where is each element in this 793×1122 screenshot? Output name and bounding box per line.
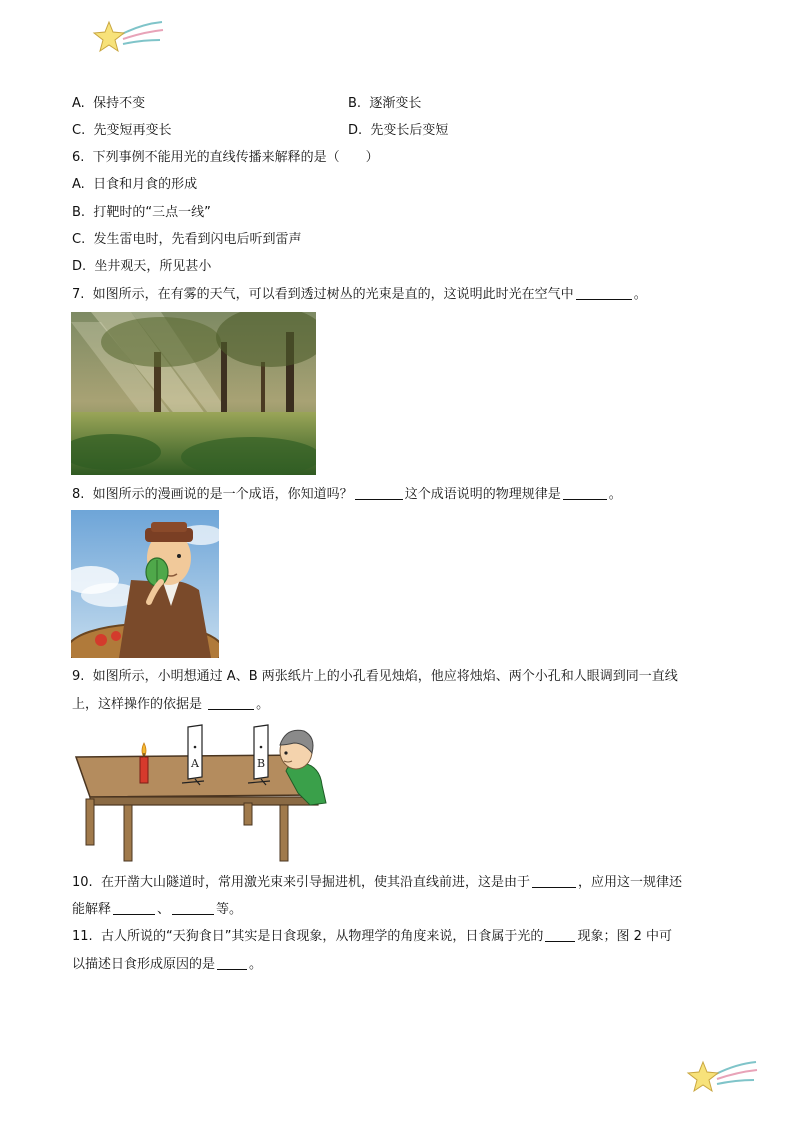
answer-blank[interactable] bbox=[576, 285, 632, 300]
answer-blank[interactable] bbox=[545, 927, 575, 942]
option-5d[interactable]: D. 先变长后变短 bbox=[348, 123, 449, 138]
answer-blank[interactable] bbox=[532, 873, 576, 888]
answer-blank[interactable] bbox=[563, 485, 607, 500]
answer-blank[interactable] bbox=[355, 485, 403, 500]
question-9-line1: 9. 如图所示，小明想通过 A、B 两张纸片上的小孔看见烛焰，他应将烛焰、两个小孔和人眼调到同一直线 bbox=[72, 669, 678, 684]
option-6a[interactable]: A. 日食和月食的形成 bbox=[72, 177, 198, 192]
answer-blank[interactable] bbox=[208, 695, 254, 710]
shooting-star-icon bbox=[92, 18, 164, 58]
question-10-line1: 10. 在开凿大山隧道时，常用激光束来引导掘进机，使其沿直线前进，这是由于 ，应用这一规律还 bbox=[72, 875, 682, 890]
candle-pinhole-cards-illustration bbox=[72, 723, 330, 863]
option-6b[interactable]: B. 打靶时的“三点一线” bbox=[72, 205, 211, 220]
foggy-forest-photo bbox=[71, 312, 316, 475]
cartoon-leaf-over-eye bbox=[71, 510, 219, 658]
question-11-line2: 以描述日食形成原因的是 。 bbox=[72, 957, 263, 972]
option-6c[interactable]: C. 发生雷电时，先看到闪电后听到雷声 bbox=[72, 232, 302, 247]
card-a-label: A bbox=[191, 757, 199, 770]
card-b-label: B bbox=[257, 757, 266, 770]
option-6d[interactable]: D. 坐井观天，所见甚小 bbox=[72, 259, 212, 274]
question-10-line2: 能解释 、 等。 bbox=[72, 902, 243, 917]
answer-blank[interactable] bbox=[172, 900, 214, 915]
question-8-stem: 8. 如图所示的漫画说的是一个成语，你知道吗？ 这个成语说明的物理规律是 。 bbox=[72, 487, 622, 502]
shooting-star-icon bbox=[686, 1058, 758, 1098]
question-7-stem: 7. 如图所示，在有雾的天气，可以看到透过树丛的光束是直的，这说明此时光在空气中 。 bbox=[72, 287, 647, 302]
answer-blank[interactable] bbox=[217, 955, 247, 970]
option-5a[interactable]: A. 保持不变 bbox=[72, 96, 146, 111]
question-11-line1: 11. 古人所说的“天狗食日”其实是日食现象，从物理学的角度来说，日食属于光的 现象；图 2 中可 bbox=[72, 929, 672, 944]
option-5b[interactable]: B. 逐渐变长 bbox=[348, 96, 422, 111]
option-5c[interactable]: C. 先变短再变长 bbox=[72, 123, 172, 138]
question-9-line2: 上，这样操作的依据是 。 bbox=[72, 697, 270, 712]
question-6-stem: 6. 下列事例不能用光的直线传播来解释的是（ ） bbox=[72, 150, 379, 165]
answer-blank[interactable] bbox=[113, 900, 155, 915]
